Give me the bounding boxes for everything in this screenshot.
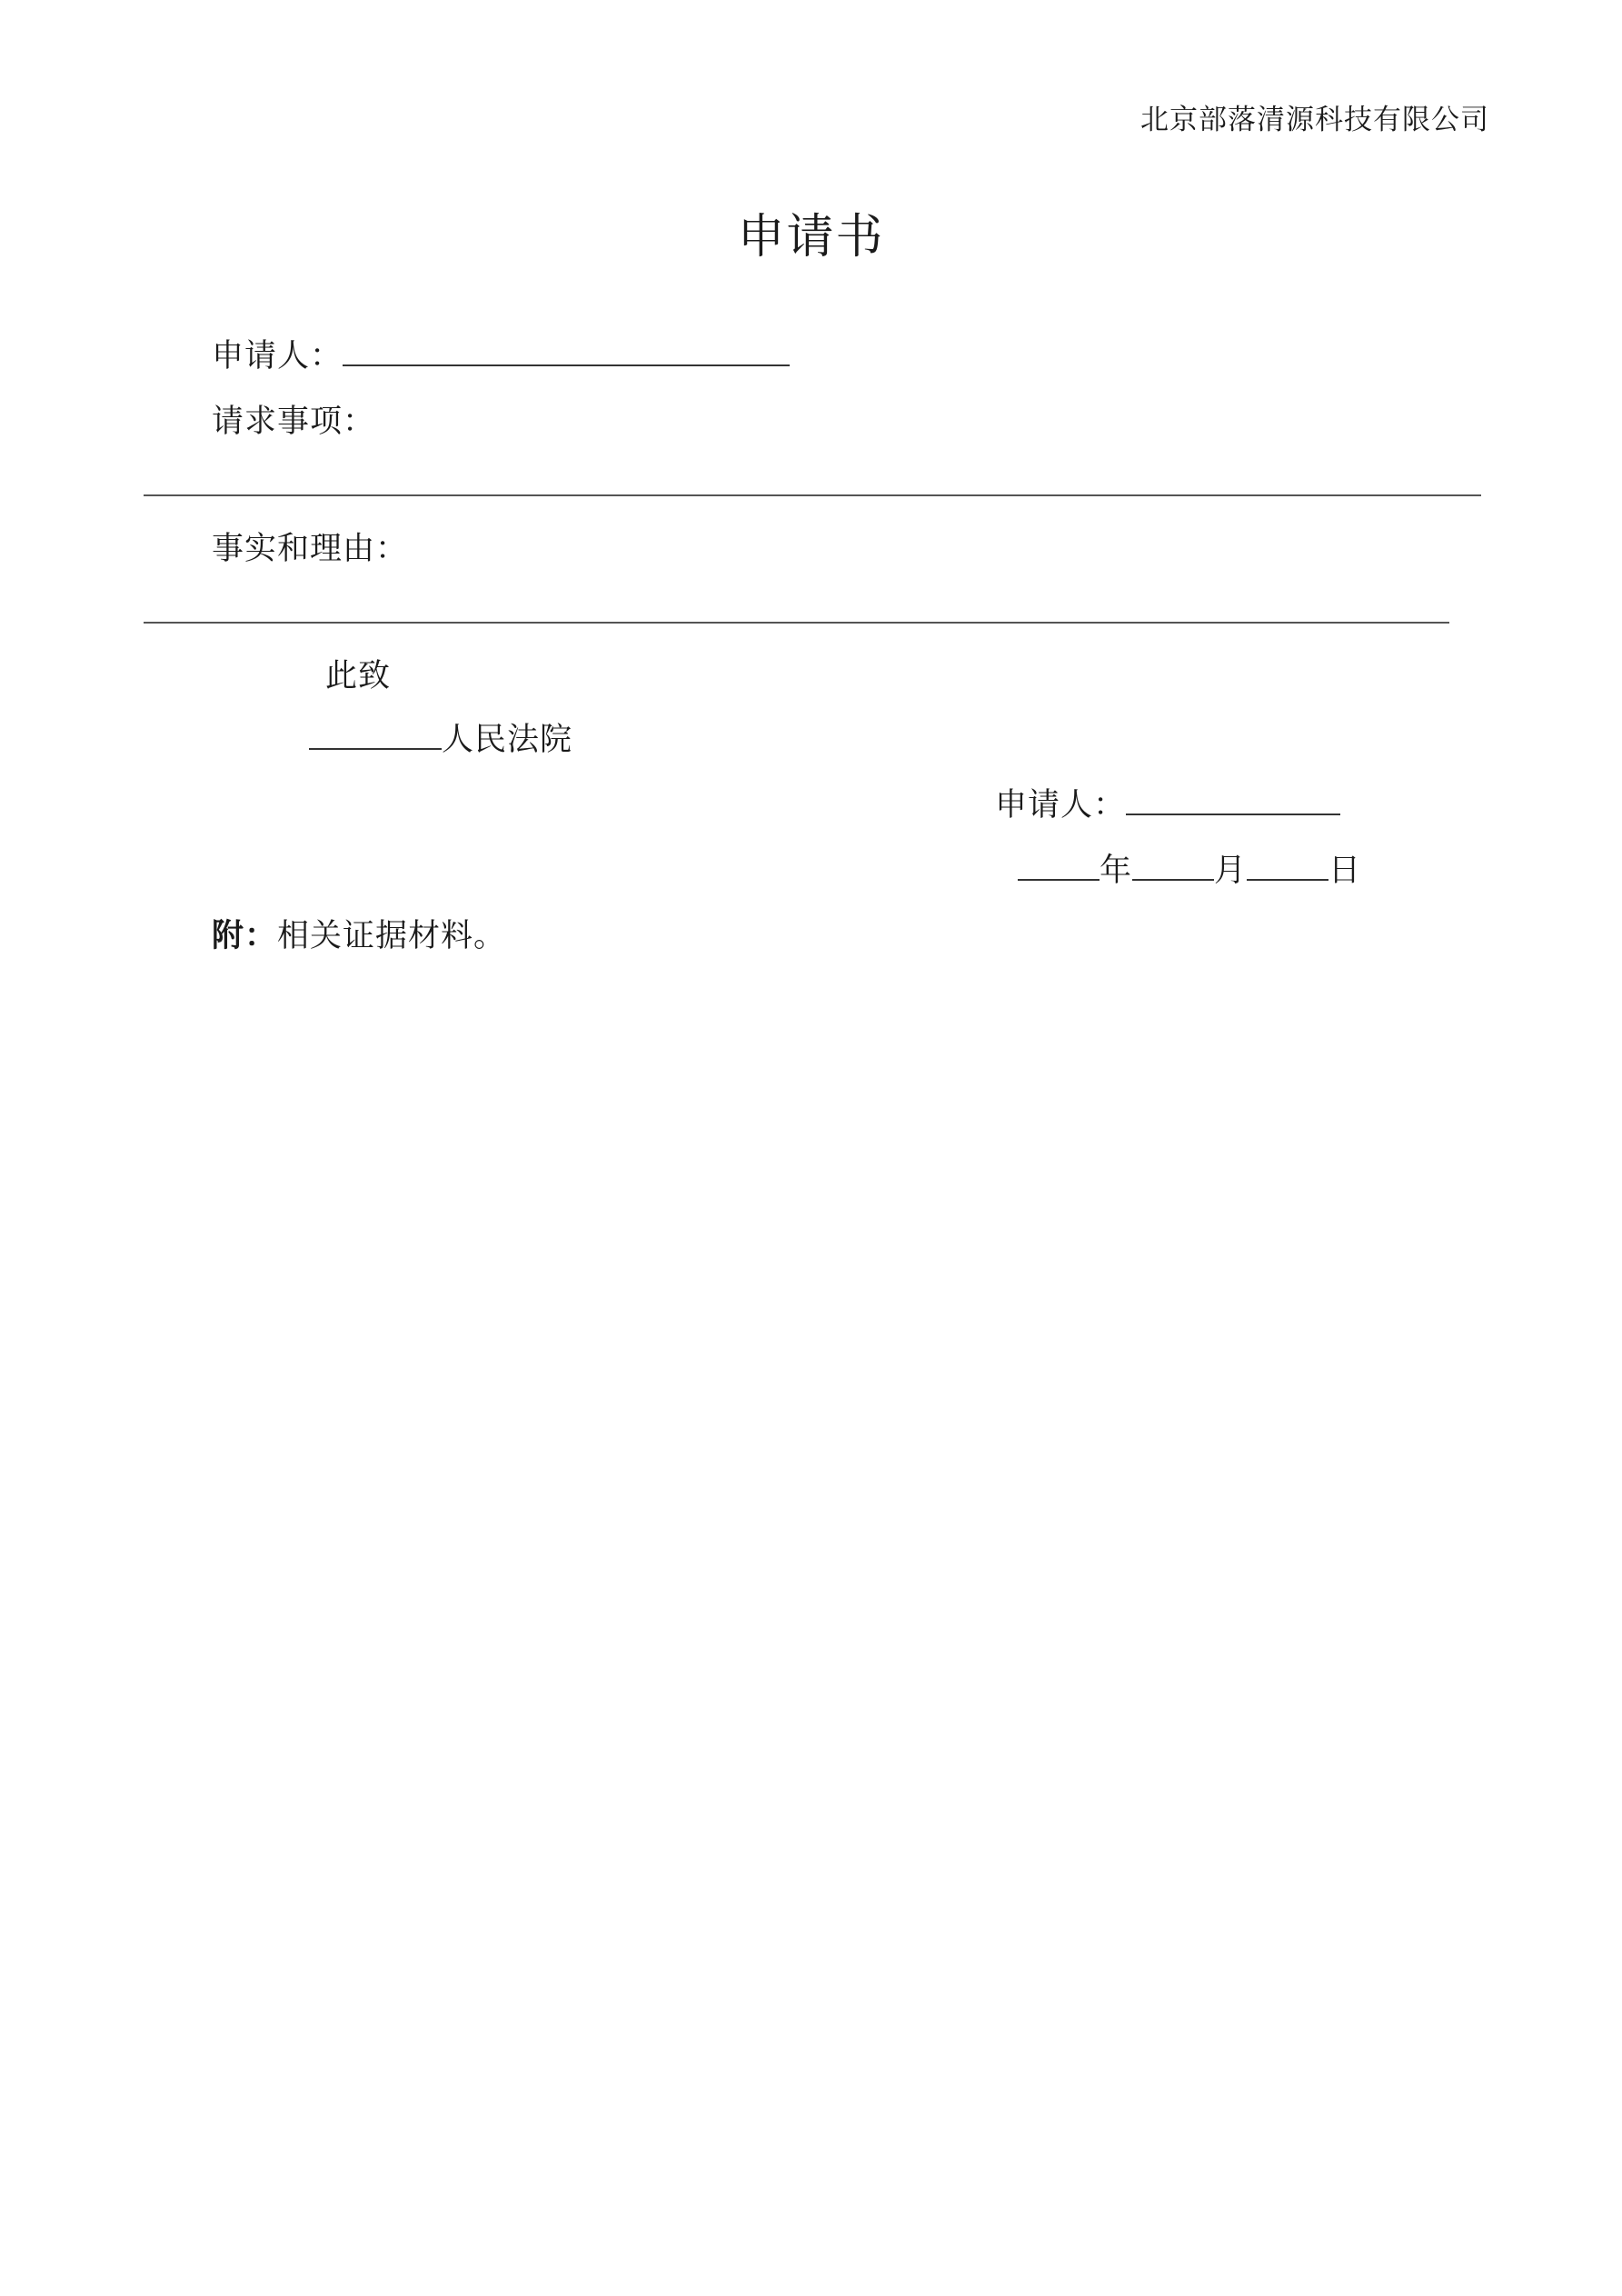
request-blank-line[interactable] bbox=[144, 494, 1481, 496]
signature-blank[interactable] bbox=[1126, 786, 1340, 815]
court-row bbox=[309, 714, 572, 760]
signature-row bbox=[995, 780, 1340, 825]
attachment-row bbox=[212, 911, 506, 956]
facts-blank-line[interactable] bbox=[144, 622, 1449, 624]
salutation: 此致 bbox=[325, 658, 392, 694]
applicant-label: 申请人： bbox=[212, 338, 343, 374]
day-label: 日 bbox=[1328, 853, 1362, 889]
company-name: 北京部落清源科技有限公司 bbox=[1140, 104, 1489, 136]
applicant-row bbox=[212, 331, 790, 376]
applicant-blank[interactable] bbox=[343, 337, 790, 366]
attachment-prefix: 附： bbox=[212, 917, 278, 954]
facts-label: 事实和理由： bbox=[212, 531, 409, 567]
year-label: 年 bbox=[1100, 853, 1133, 889]
month-blank[interactable] bbox=[1132, 852, 1214, 881]
document-title: 申请书 bbox=[737, 210, 885, 265]
court-suffix: 人民法院 bbox=[442, 722, 573, 758]
request-label: 请求事项： bbox=[212, 404, 376, 440]
date-row bbox=[1018, 845, 1361, 891]
signature-label: 申请人： bbox=[995, 787, 1127, 824]
attachment-text: 相关证据材料。 bbox=[277, 918, 507, 954]
month-label: 月 bbox=[1214, 853, 1248, 889]
year-blank[interactable] bbox=[1018, 852, 1100, 881]
day-blank[interactable] bbox=[1247, 852, 1328, 881]
court-name-blank[interactable] bbox=[309, 721, 442, 750]
